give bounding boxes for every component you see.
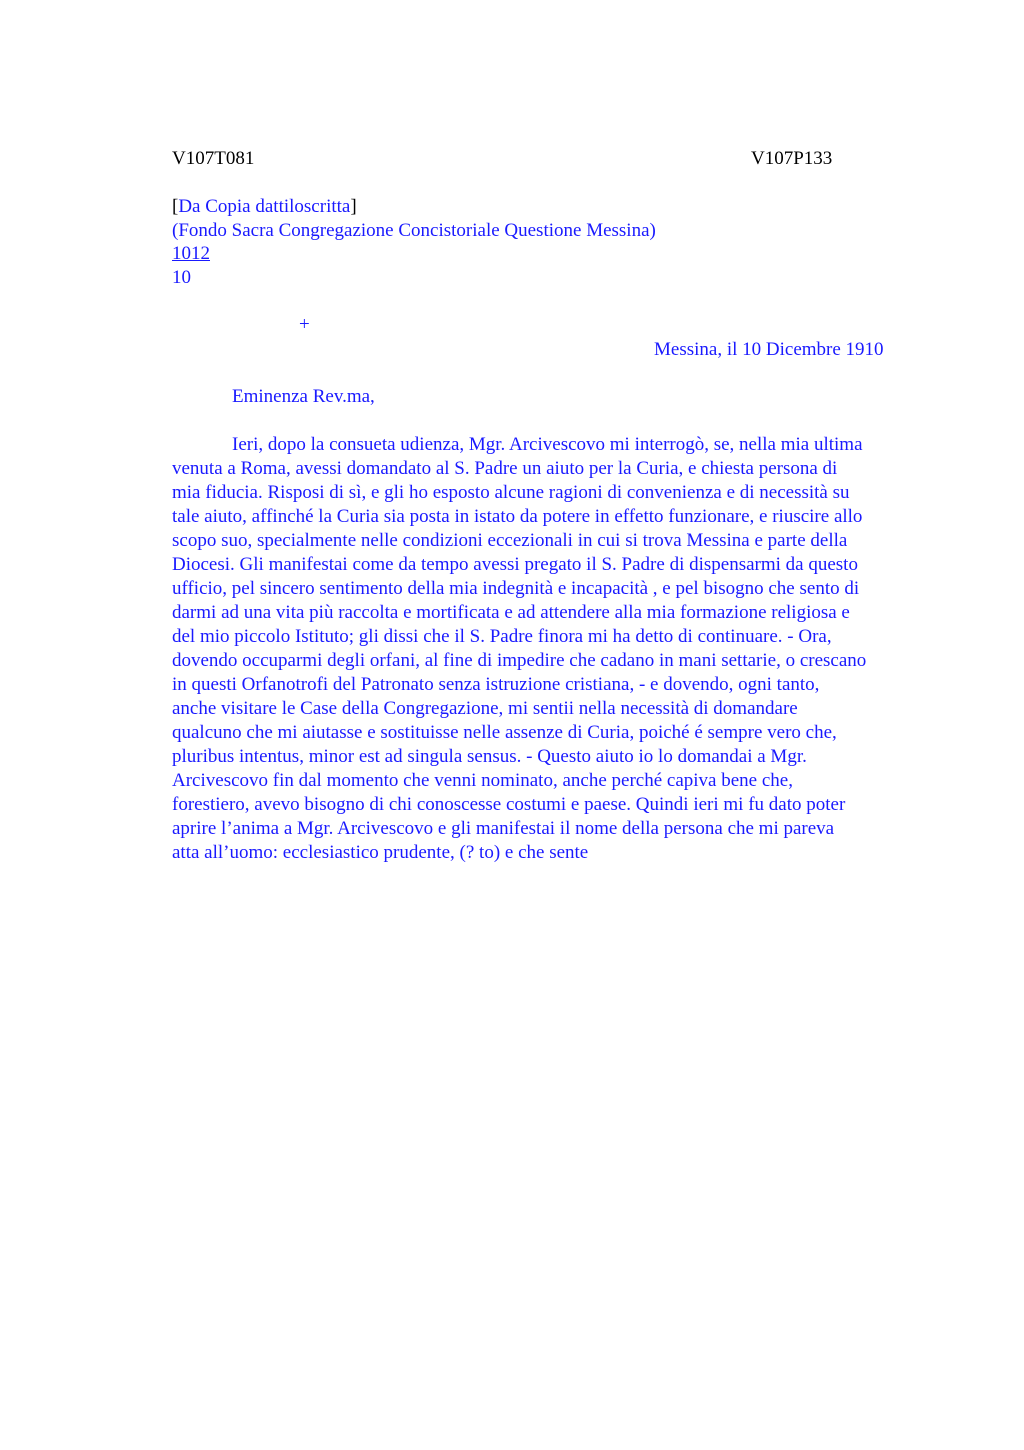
body-line: anche visitare le Case della Congregazione, mi sentii nella necessità di domandare (172, 698, 798, 719)
body-line: tale aiuto, affinché la Curia sia posta in istato da potere in effetto funzionare, e riuscire allo (172, 506, 863, 527)
source-note (172, 195, 357, 219)
body-line: Arcivescovo fin dal momento che venni nominato, anche perché capiva bene che, (172, 770, 793, 791)
document-code-left: V107T081 (172, 148, 255, 169)
body-line: scopo suo, specialmente nelle condizioni eccezionali in cui si trova Messina e parte della (172, 530, 848, 551)
reference-number-1: 1012 (172, 243, 210, 264)
source-open-bracket: [ (172, 196, 179, 217)
body-line: dovendo occuparmi degli orfani, al fine di impedire che cadano in mani settarie, o crescano (172, 650, 867, 671)
body-line: del mio piccolo Istituto; gli dissi che il S. Padre finora mi ha detto di continuare. - Ora, (172, 626, 832, 647)
letter-body (172, 433, 932, 865)
source-text: Da Copia dattiloscritta (178, 196, 351, 217)
body-line: Diocesi. Gli manifestai come da tempo avessi pregato il S. Padre di dispensarmi da questo (172, 554, 858, 575)
body-line: venuta a Roma, avessi domandato al S. Padre un aiuto per la Curia, e chiesta persona di (172, 458, 838, 479)
salutation: Eminenza Rev.ma, (232, 386, 375, 407)
cross-symbol: + (299, 314, 310, 335)
document-code-right: V107P133 (751, 148, 833, 169)
body-line: mia fiducia. Risposi di sì, e gli ho esposto alcune ragioni di convenienza e di necessità su (172, 482, 850, 503)
dateline: Messina, il 10 Dicembre 1910 (654, 339, 884, 360)
body-line: qualcuno che mi aiutasse e sostituisse nelle assenze di Curia, poiché é sempre vero che, (172, 722, 837, 743)
body-line: in questi Orfanotrofi del Patronato senza istruzione cristiana, - e dovendo, ogni tanto, (172, 674, 820, 695)
body-line: ufficio, pel sincero sentimento della mia indegnità e incapacità , e pel bisogno che sento di (172, 578, 860, 599)
body-line: Ieri, dopo la consueta udienza, Mgr. Arcivescovo mi interrogò, se, nella mia ultima (232, 434, 863, 455)
fondo-reference: (Fondo Sacra Congregazione Concistoriale Questione Messina) (172, 220, 656, 241)
body-line: aprire l’anima a Mgr. Arcivescovo e gli manifestai il nome della persona che mi pareva (172, 818, 835, 839)
body-line: atta all’uomo: ecclesiastico prudente, (? to) e che sente (172, 842, 589, 863)
body-line: forestiero, avevo bisogno di chi conoscesse costumi e paese. Quindi ieri mi fu dato poter (172, 794, 846, 815)
source-close-bracket: ] (350, 196, 357, 217)
body-line: darmi ad una vita più raccolta e mortificata e ad attendere alla mia formazione religiosa e (172, 602, 850, 623)
body-line: pluribus intentus, minor est ad singula sensus. - Questo aiuto io lo domandai a Mgr. (172, 746, 807, 767)
reference-number-2: 10 (172, 267, 191, 288)
